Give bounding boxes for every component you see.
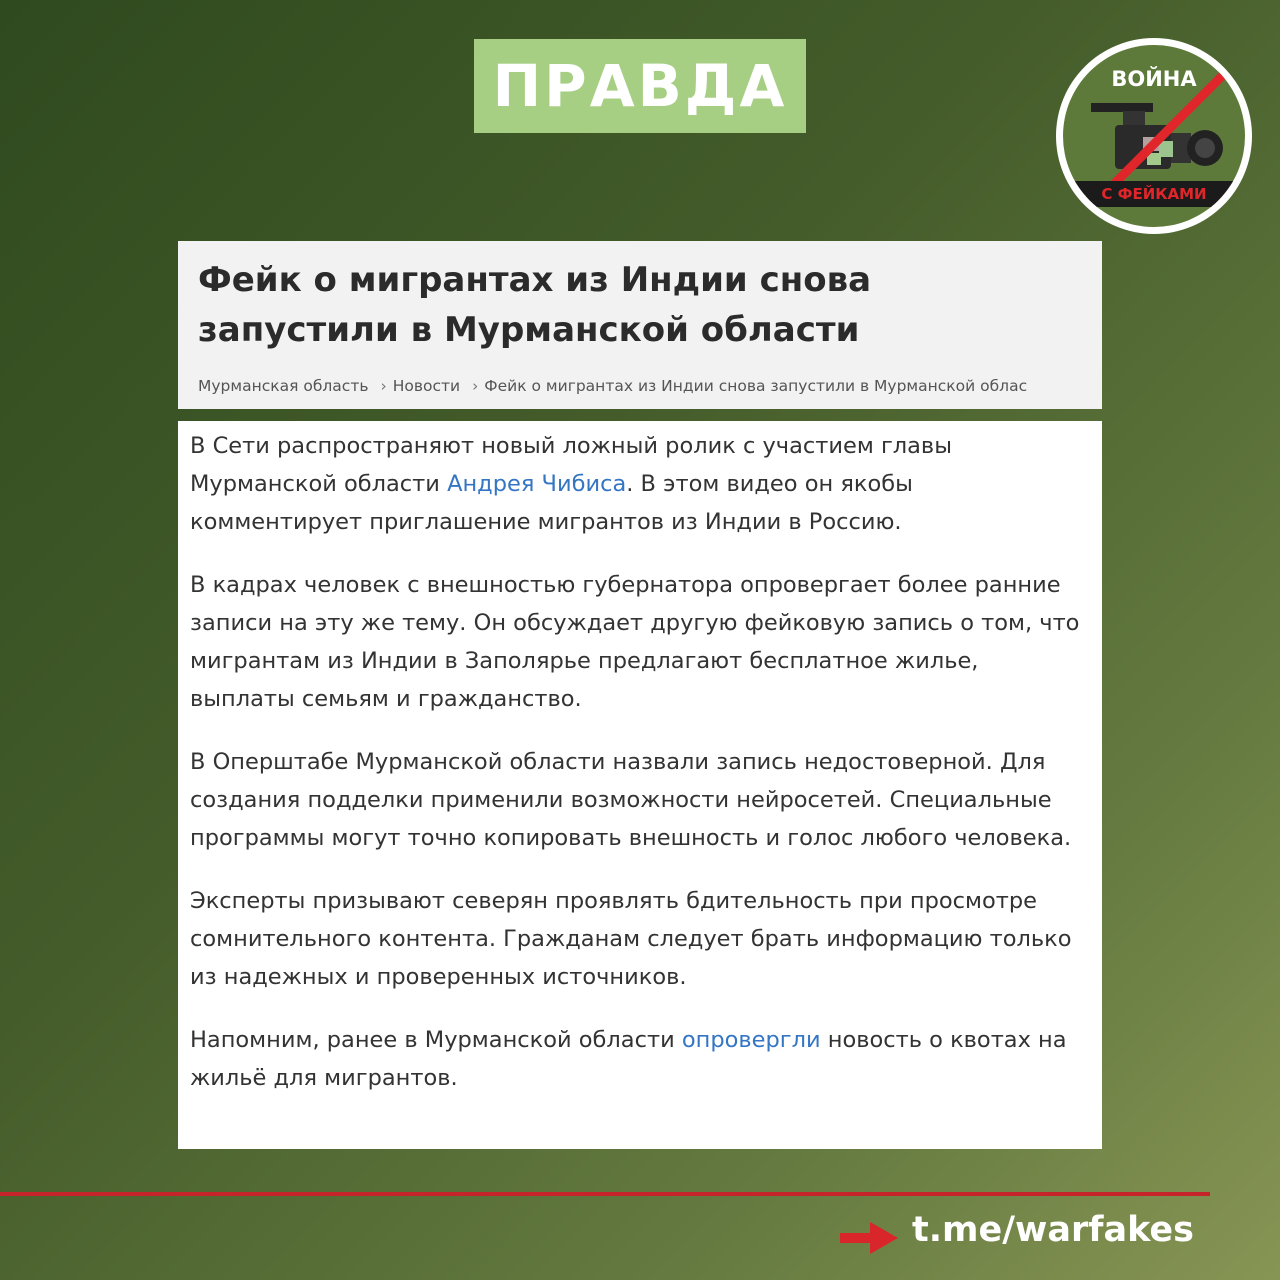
paragraph-1 bbox=[190, 427, 1090, 541]
verdict-badge bbox=[474, 39, 806, 133]
breadcrumb bbox=[198, 377, 1078, 395]
verdict-label: ПРАВДА bbox=[492, 52, 788, 120]
logo-circle bbox=[1063, 45, 1245, 227]
paragraph-5 bbox=[190, 1021, 1090, 1097]
paragraph-text: В Сети распространяют новый ложный ролик с участием главы Мурманской области bbox=[190, 433, 952, 497]
headline-card bbox=[178, 241, 1102, 409]
chevron-right-icon: › bbox=[380, 377, 387, 395]
breadcrumb-item[interactable]: Новости bbox=[392, 377, 461, 395]
divider-line bbox=[0, 1192, 1210, 1196]
paragraph-text: новость о квотах на жильё для мигрантов. bbox=[190, 1027, 1067, 1091]
paragraph-2: В кадрах человек с внешностью губернатора опровергает более ранние записи на эту же тему. Он обсуждает другую фейковую запись о том, что мигрантам из Индии в Заполярье предлагают бесплатное жилье, выплаты семьям и гражданство. bbox=[190, 572, 1080, 712]
breadcrumb-current: Фейк о мигрантах из Индии снова запустили в Мурманской облас bbox=[484, 377, 1028, 395]
paragraph-text: . В этом видео он якобы комментирует приглашение мигрантов из Индии в Россию. bbox=[190, 471, 913, 535]
governor-link[interactable]: Андрея Чибиса bbox=[447, 471, 627, 497]
logo-band bbox=[1063, 181, 1245, 207]
title-line-1: Фейк о мигрантах из Индии снова bbox=[198, 260, 872, 300]
chevron-right-icon: › bbox=[472, 377, 479, 395]
breadcrumb-item[interactable]: Мурманская область bbox=[198, 377, 369, 395]
refuted-link[interactable]: опровергли bbox=[681, 1027, 821, 1053]
logo-top-text: ВОЙНА bbox=[1111, 67, 1197, 91]
paragraph-4: Эксперты призывают северян проявлять бдительность при просмотре сомнительного контента. Гражданам следует брать информацию только из надежных и проверенных источников. bbox=[190, 888, 1072, 990]
channel-logo bbox=[1056, 38, 1252, 234]
channel-link[interactable]: t.me/warfakes bbox=[912, 1210, 1194, 1250]
title-line-2: запустили в Мурманской области bbox=[198, 310, 860, 350]
article-title bbox=[198, 255, 1082, 355]
logo-bottom-text: С ФЕЙКАМИ bbox=[1101, 185, 1207, 203]
paragraph-3: В Оперштабе Мурманской области назвали запись недостоверной. Для создания подделки применили возможности нейросетей. Специальные программы могут точно копировать внешность и голос любого человека. bbox=[190, 749, 1072, 851]
paragraph-text: Напомним, ранее в Мурманской области bbox=[190, 1027, 682, 1053]
article-body bbox=[178, 421, 1102, 1149]
arrow-right-icon bbox=[840, 1222, 898, 1254]
